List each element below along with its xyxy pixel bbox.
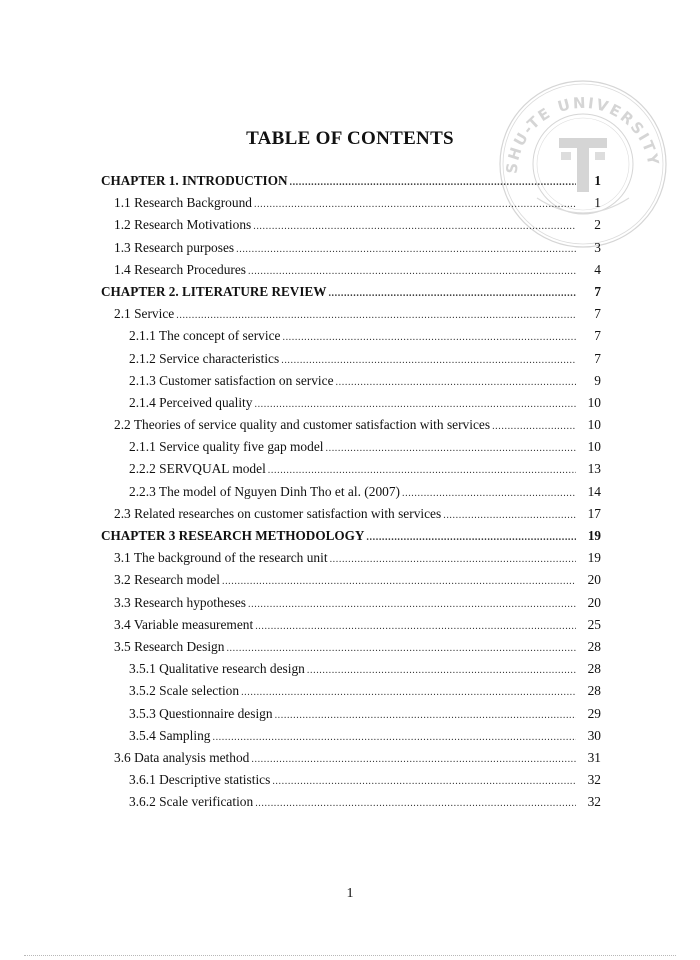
toc-entry-label: 2.2.2 SERVQUAL model bbox=[129, 461, 266, 477]
toc-entry-page: 20 bbox=[587, 572, 601, 588]
toc-entry-label: 3.5.1 Qualitative research design bbox=[129, 661, 305, 677]
toc-dot-leader bbox=[275, 705, 576, 727]
toc-dot-leader bbox=[212, 727, 576, 749]
toc-entry-label: 3.4 Variable measurement bbox=[114, 616, 254, 632]
toc-entry-page: 4 bbox=[594, 261, 601, 277]
toc-section-entry bbox=[101, 592, 601, 614]
toc-section-entry bbox=[101, 458, 601, 480]
page-bottom-border bbox=[24, 955, 676, 956]
toc-entry-page: 19 bbox=[587, 550, 601, 566]
seal-text: SHU-TE UNIVERSITY bbox=[502, 93, 663, 175]
toc-entry-label: 2.3 Related researches on customer satisfaction with services bbox=[114, 505, 442, 521]
toc-entry-label: CHAPTER 2. LITERATURE REVIEW bbox=[101, 283, 327, 299]
toc-entry-label: 2.2.3 The model of Nguyen Dinh Tho et al. (2007) bbox=[129, 483, 400, 499]
toc-dot-leader bbox=[222, 571, 576, 593]
toc-section-entry bbox=[101, 658, 601, 680]
toc-dot-leader bbox=[402, 483, 576, 505]
toc-section-entry bbox=[101, 303, 601, 325]
toc-dot-leader bbox=[366, 527, 576, 549]
toc-entry-label: 2.2 Theories of service quality and customer satisfaction with services bbox=[114, 417, 491, 433]
toc-entry-page: 10 bbox=[587, 439, 601, 455]
toc-section-entry bbox=[101, 791, 601, 813]
toc-entry-page: 28 bbox=[587, 638, 601, 654]
toc-entry-page: 3 bbox=[594, 239, 601, 255]
toc-dot-leader bbox=[492, 416, 576, 438]
toc-section-entry bbox=[101, 703, 601, 725]
toc-entry-label: 3.6 Data analysis method bbox=[114, 749, 250, 765]
toc-entry-page: 14 bbox=[587, 483, 601, 499]
toc-entry-label: 3.6.1 Descriptive statistics bbox=[129, 772, 271, 788]
toc-entry-label: CHAPTER 1. INTRODUCTION bbox=[101, 173, 288, 188]
toc-dot-leader bbox=[289, 172, 576, 194]
toc-section-entry bbox=[101, 392, 601, 414]
toc-entry-page: 7 bbox=[594, 328, 601, 344]
toc-dot-leader bbox=[330, 549, 576, 571]
toc-dot-leader bbox=[307, 660, 576, 682]
toc-section-entry bbox=[101, 747, 601, 769]
toc-dot-leader bbox=[255, 793, 576, 815]
toc-entry-label: 2.1.1 Service quality five gap model bbox=[129, 439, 324, 455]
toc-entry-label: 2.1.1 The concept of service bbox=[129, 328, 281, 344]
toc-section-entry bbox=[101, 636, 601, 658]
toc-section-entry bbox=[101, 259, 601, 281]
table-of-contents bbox=[101, 170, 601, 813]
toc-entry-label: 1.3 Research purposes bbox=[114, 239, 235, 255]
toc-entry-label: 3.5.4 Sampling bbox=[129, 727, 211, 743]
toc-entry-page: 1 bbox=[594, 173, 601, 188]
toc-dot-leader bbox=[254, 394, 576, 416]
toc-chapter-entry bbox=[101, 281, 601, 303]
toc-dot-leader bbox=[326, 438, 577, 460]
toc-section-entry bbox=[101, 214, 601, 236]
toc-entry-label: 3.5.2 Scale selection bbox=[129, 683, 240, 699]
toc-section-entry bbox=[101, 614, 601, 636]
toc-entry-page: 2 bbox=[594, 217, 601, 233]
toc-section-entry bbox=[101, 370, 601, 392]
toc-section-entry bbox=[101, 547, 601, 569]
toc-section-entry bbox=[101, 680, 601, 702]
toc-section-entry bbox=[101, 414, 601, 436]
toc-entry-page: 10 bbox=[587, 394, 601, 410]
toc-entry-page: 17 bbox=[587, 505, 601, 521]
toc-chapter-entry bbox=[101, 525, 601, 547]
toc-section-entry bbox=[101, 237, 601, 259]
toc-section-entry bbox=[101, 503, 601, 525]
toc-dot-leader bbox=[236, 239, 576, 261]
toc-dot-leader bbox=[268, 460, 576, 482]
toc-entry-page: 28 bbox=[587, 683, 601, 699]
toc-dot-leader bbox=[248, 594, 576, 616]
toc-entry-page: 19 bbox=[587, 528, 601, 543]
toc-dot-leader bbox=[336, 372, 576, 394]
toc-entry-label: 2.1.4 Perceived quality bbox=[129, 394, 253, 410]
toc-section-entry bbox=[101, 348, 601, 370]
toc-dot-leader bbox=[176, 305, 576, 327]
toc-entry-label: 1.4 Research Procedures bbox=[114, 261, 246, 277]
toc-entry-page: 32 bbox=[587, 772, 601, 788]
toc-entry-page: 30 bbox=[587, 727, 601, 743]
toc-dot-leader bbox=[272, 771, 576, 793]
toc-entry-page: 1 bbox=[594, 195, 601, 211]
toc-section-entry bbox=[101, 481, 601, 503]
page-number: 1 bbox=[346, 886, 354, 901]
toc-entry-label: 2.1.2 Service characteristics bbox=[129, 350, 280, 366]
toc-section-entry bbox=[101, 192, 601, 214]
page-title: TABLE OF CONTENTS bbox=[246, 128, 454, 149]
toc-section-entry bbox=[101, 325, 601, 347]
toc-section-entry bbox=[101, 436, 601, 458]
toc-chapter-entry bbox=[101, 170, 601, 192]
toc-dot-leader bbox=[255, 616, 576, 638]
toc-entry-page: 32 bbox=[587, 794, 601, 810]
toc-dot-leader bbox=[248, 261, 576, 283]
toc-entry-page: 7 bbox=[594, 283, 601, 299]
toc-entry-label: 3.6.2 Scale verification bbox=[129, 794, 254, 810]
toc-entry-label: 3.5 Research Design bbox=[114, 638, 225, 654]
toc-entry-label: 3.2 Research model bbox=[114, 572, 220, 588]
toc-entry-label: 1.1 Research Background bbox=[114, 195, 252, 211]
toc-dot-leader bbox=[328, 283, 576, 305]
toc-entry-page: 7 bbox=[594, 350, 601, 366]
toc-entry-page: 29 bbox=[587, 705, 601, 721]
toc-entry-label: 3.3 Research hypotheses bbox=[114, 594, 247, 610]
toc-entry-page: 28 bbox=[587, 661, 601, 677]
toc-entry-label: 3.1 The background of the research unit bbox=[114, 550, 328, 566]
toc-entry-page: 9 bbox=[594, 372, 601, 388]
toc-entry-label: 2.1 Service bbox=[114, 306, 175, 322]
toc-section-entry bbox=[101, 725, 601, 747]
toc-entry-page: 25 bbox=[587, 616, 601, 632]
toc-entry-page: 31 bbox=[587, 749, 601, 765]
toc-entry-page: 7 bbox=[594, 306, 601, 322]
toc-dot-leader bbox=[443, 505, 576, 527]
toc-dot-leader bbox=[241, 682, 576, 704]
toc-dot-leader bbox=[251, 749, 576, 771]
toc-dot-leader bbox=[254, 194, 576, 216]
toc-dot-leader bbox=[282, 327, 576, 349]
toc-dot-leader bbox=[281, 350, 576, 372]
toc-entry-page: 13 bbox=[587, 461, 601, 477]
toc-entry-label: 1.2 Research Motivations bbox=[114, 217, 252, 233]
toc-entry-label: 2.1.3 Customer satisfaction on service bbox=[129, 372, 334, 388]
toc-dot-leader bbox=[253, 216, 576, 238]
toc-entry-page: 10 bbox=[587, 417, 601, 433]
toc-entry-page: 20 bbox=[587, 594, 601, 610]
toc-section-entry bbox=[101, 769, 601, 791]
toc-dot-leader bbox=[226, 638, 576, 660]
toc-entry-label: 3.5.3 Questionnaire design bbox=[129, 705, 273, 721]
toc-section-entry bbox=[101, 569, 601, 591]
toc-entry-label: CHAPTER 3 RESEARCH METHODOLOGY bbox=[101, 528, 365, 543]
